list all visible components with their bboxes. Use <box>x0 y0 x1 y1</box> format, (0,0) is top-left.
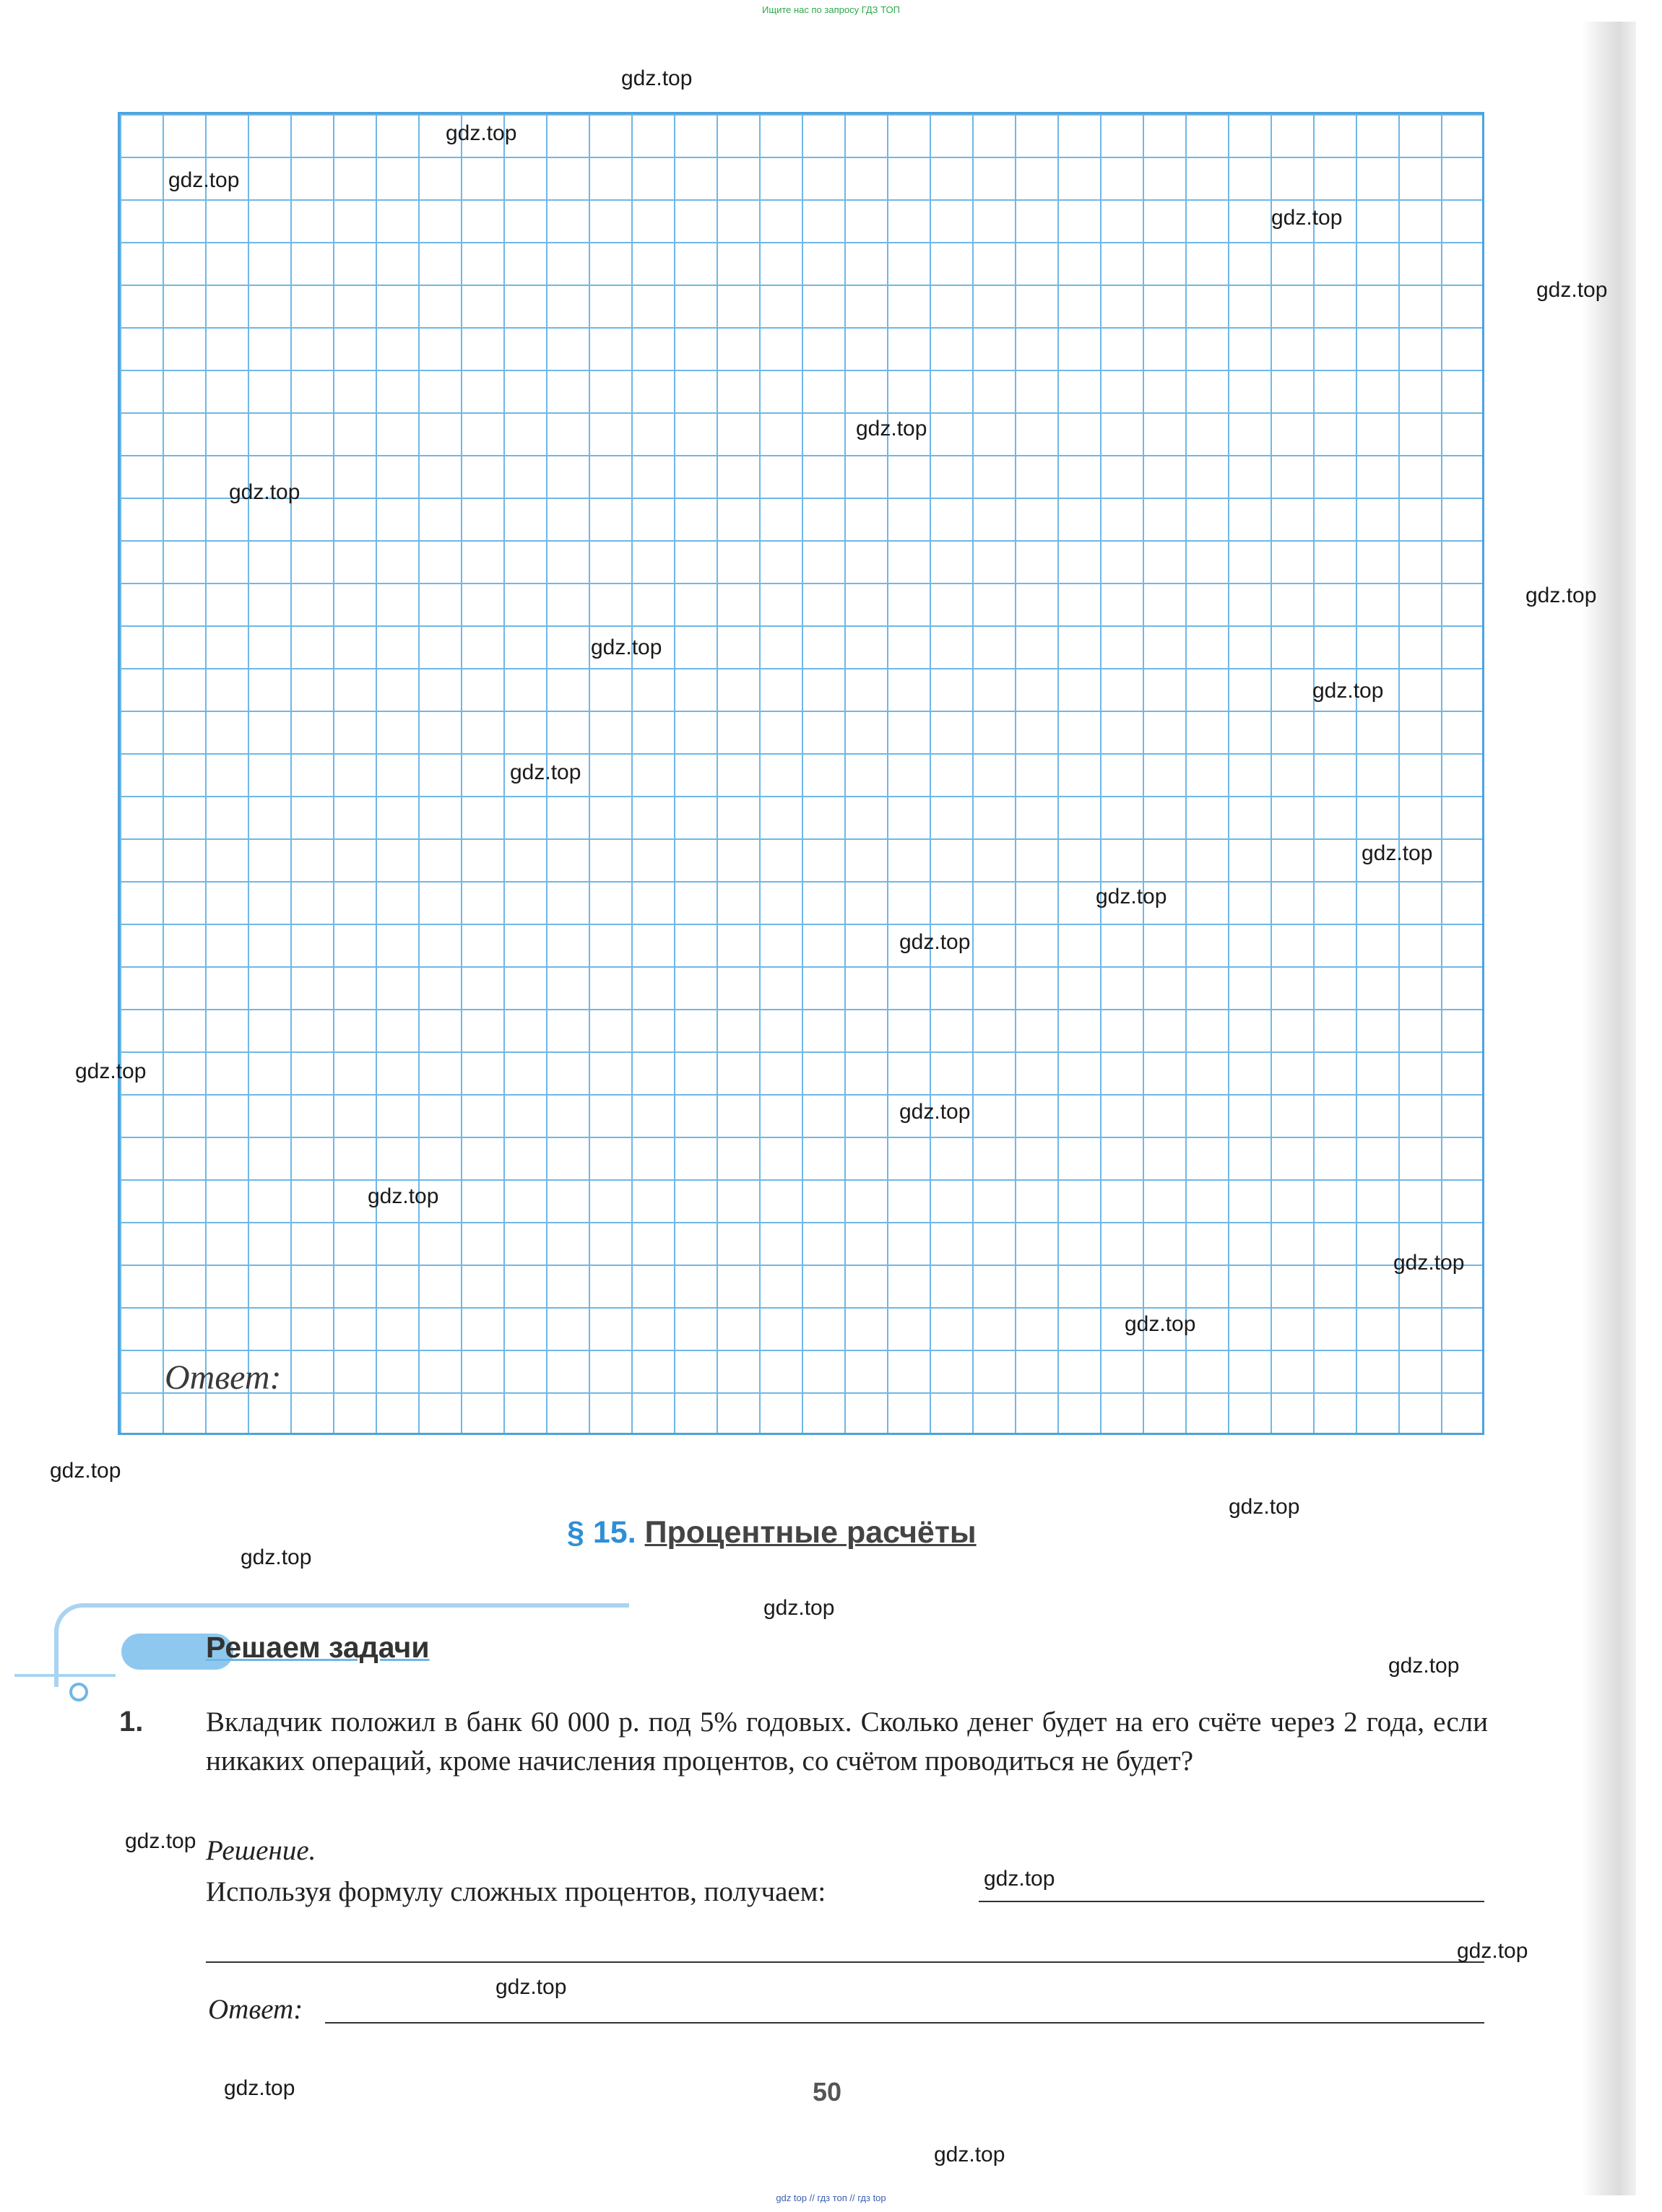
watermark: gdz.top <box>1362 841 1433 865</box>
formula-text: Используя формулу сложных процентов, получаем: <box>206 1876 826 1907</box>
watermark: gdz.top <box>229 480 300 504</box>
watermark: gdz.top <box>125 1829 196 1853</box>
section-title <box>567 1515 977 1550</box>
footer-note: gdz top // гдз топ // гдз top <box>776 2193 886 2203</box>
page-number: 50 <box>813 2077 842 2107</box>
section-name: Процентные расчёты <box>644 1515 977 1550</box>
watermark: gdz.top <box>763 1596 835 1620</box>
watermark: gdz.top <box>1536 278 1608 302</box>
header-note: Ищите нас по запросу ГДЗ ТОП <box>762 4 900 15</box>
watermark: gdz.top <box>241 1545 312 1569</box>
banner-decoration-line <box>14 1674 116 1677</box>
watermark: gdz.top <box>50 1459 121 1483</box>
watermark: gdz.top <box>224 2076 295 2100</box>
watermark: gdz.top <box>1388 1654 1460 1678</box>
watermark: gdz.top <box>1271 206 1343 230</box>
answer-label: Ответ: <box>208 1994 303 2025</box>
task-text: Вкладчик положил в банк 60 000 р. под 5% годовых. Сколько денег будет на его счёте через 2 года, если никаких операций, кроме начисления процентов, со счётом проводиться не будет? <box>206 1706 1488 1777</box>
answer-write-line[interactable] <box>206 1961 1484 1963</box>
watermark: gdz.top <box>1393 1251 1465 1275</box>
section-number: § 15. <box>567 1515 636 1550</box>
watermark: gdz.top <box>1125 1312 1196 1336</box>
final-answer-line[interactable] <box>325 2022 1484 2024</box>
watermark: gdz.top <box>899 1100 971 1124</box>
banner-circle-icon <box>69 1683 88 1701</box>
watermark: gdz.top <box>1312 679 1384 703</box>
task-number: 1. <box>119 1706 144 1738</box>
watermark: gdz.top <box>368 1184 439 1208</box>
watermark: gdz.top <box>1457 1939 1528 1963</box>
watermark: gdz.top <box>1525 584 1597 607</box>
watermark: gdz.top <box>1229 1495 1300 1519</box>
watermark: gdz.top <box>1096 885 1167 908</box>
watermark: gdz.top <box>446 121 517 145</box>
grid-answer-label: Ответ: <box>165 1358 282 1397</box>
answer-write-line[interactable] <box>979 1901 1484 1902</box>
watermark: gdz.top <box>495 1975 567 1999</box>
watermark: gdz.top <box>510 760 581 784</box>
watermark: gdz.top <box>168 168 240 192</box>
graph-paper-grid <box>118 112 1484 1435</box>
book-spine-shadow <box>1582 22 1636 2195</box>
watermark: gdz.top <box>984 1867 1055 1891</box>
watermark: gdz.top <box>856 417 927 441</box>
watermark: gdz.top <box>934 2143 1005 2167</box>
solution-label: Решение. <box>206 1835 316 1866</box>
watermark: gdz.top <box>591 636 662 659</box>
banner-label: Решаем задачи <box>206 1631 430 1664</box>
watermark: gdz.top <box>621 66 693 90</box>
watermark: gdz.top <box>75 1059 147 1083</box>
watermark: gdz.top <box>899 930 971 954</box>
